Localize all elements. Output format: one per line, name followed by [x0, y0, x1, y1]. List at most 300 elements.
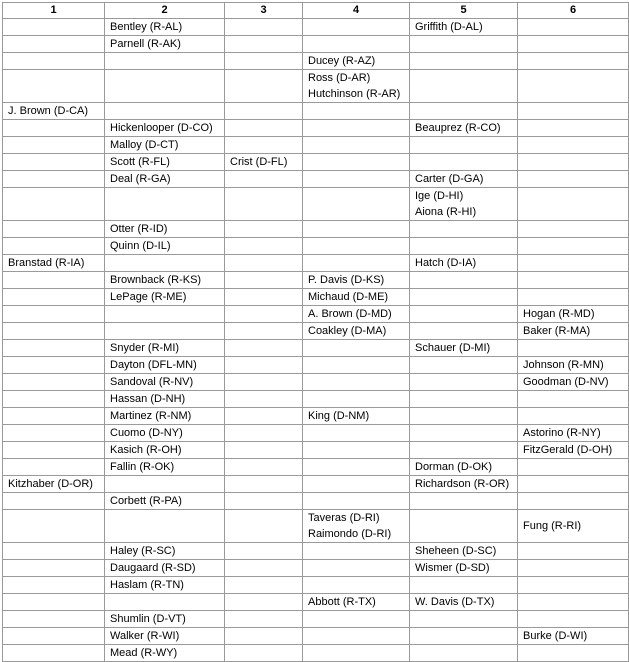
candidate-name: Quinn (D-IL)	[110, 240, 171, 252]
table-row	[3, 357, 629, 374]
table-cell	[410, 70, 518, 103]
table-cell	[518, 645, 629, 662]
table-cell	[3, 255, 105, 272]
table-cell	[3, 154, 105, 171]
table-cell	[303, 611, 410, 628]
table-cell	[105, 188, 225, 221]
table-cell	[303, 645, 410, 662]
candidate-name: Michaud (D-ME)	[308, 291, 389, 303]
candidate-name: Cuomo (D-NY)	[110, 427, 183, 439]
candidate-name: A. Brown (D-MD)	[308, 308, 392, 320]
table-cell	[225, 137, 303, 154]
table-cell	[410, 611, 518, 628]
table-cell	[225, 594, 303, 611]
table-cell	[518, 188, 629, 221]
table-cell	[410, 188, 518, 221]
table-cell	[225, 36, 303, 53]
table-row	[3, 255, 629, 272]
table-cell	[105, 357, 225, 374]
table-cell	[303, 323, 410, 340]
table-cell	[105, 70, 225, 103]
table-cell	[303, 19, 410, 36]
candidate-name: Haslam (R-TN)	[110, 579, 184, 591]
table-cell	[303, 171, 410, 188]
table-cell	[105, 154, 225, 171]
table-cell	[3, 510, 105, 543]
table-cell	[303, 628, 410, 645]
candidate-name: Beauprez (R-CO)	[415, 122, 501, 134]
candidate-name: Carter (D-GA)	[415, 173, 484, 185]
table-cell	[303, 289, 410, 306]
table-row	[3, 103, 629, 120]
table-row	[3, 221, 629, 238]
table-cell	[3, 103, 105, 120]
table-cell	[303, 510, 410, 543]
table-cell	[225, 103, 303, 120]
candidate-name: Aiona (R-HI)	[415, 206, 477, 218]
table-cell	[105, 36, 225, 53]
table-cell	[105, 476, 225, 493]
table-cell	[3, 238, 105, 255]
table-cell	[225, 53, 303, 70]
table-cell	[410, 425, 518, 442]
column-header-2: 2	[105, 3, 225, 19]
table-cell	[518, 306, 629, 323]
candidate-name: Deal (R-GA)	[110, 173, 171, 185]
header-row	[3, 3, 629, 19]
table-row	[3, 36, 629, 53]
table-cell	[410, 120, 518, 137]
table-cell	[303, 120, 410, 137]
candidate-name: Martinez (R-NM)	[110, 410, 192, 422]
table-cell	[105, 408, 225, 425]
table-row	[3, 425, 629, 442]
table-cell	[3, 425, 105, 442]
candidate-name: Hassan (D-NH)	[110, 393, 186, 405]
table-cell	[225, 493, 303, 510]
table-cell	[518, 154, 629, 171]
table-cell	[105, 611, 225, 628]
table-row	[3, 19, 629, 36]
candidate-name: Astorino (R-NY)	[523, 427, 601, 439]
table-cell	[3, 289, 105, 306]
candidate-name: Goodman (D-NV)	[523, 376, 609, 388]
table-cell	[303, 476, 410, 493]
candidate-name: Taveras (D-RI)	[308, 512, 380, 524]
table-cell	[518, 323, 629, 340]
column-header-1: 1	[3, 3, 105, 19]
candidate-name: Fallin (R-OK)	[110, 461, 175, 473]
table-cell	[303, 408, 410, 425]
table-cell	[303, 594, 410, 611]
column-header-5: 5	[410, 3, 518, 19]
table-cell	[518, 425, 629, 442]
table-cell	[410, 340, 518, 357]
table-cell	[518, 594, 629, 611]
candidate-name: Daugaard (R-SD)	[110, 562, 196, 574]
table-cell	[225, 323, 303, 340]
table-cell	[105, 120, 225, 137]
table-cell	[410, 510, 518, 543]
table-cell	[410, 154, 518, 171]
table-cell	[225, 272, 303, 289]
table-row	[3, 340, 629, 357]
table-cell	[410, 442, 518, 459]
table-cell	[3, 36, 105, 53]
table-cell	[518, 255, 629, 272]
table-cell	[3, 459, 105, 476]
table-cell	[225, 442, 303, 459]
candidate-name: Haley (R-SC)	[110, 545, 176, 557]
table-cell	[3, 374, 105, 391]
candidate-name: P. Davis (D-KS)	[308, 274, 385, 286]
candidate-name: Scott (R-FL)	[110, 156, 170, 168]
table-cell	[225, 543, 303, 560]
table-cell	[225, 340, 303, 357]
table-cell	[518, 19, 629, 36]
table-cell	[225, 255, 303, 272]
table-cell	[410, 374, 518, 391]
table-cell	[3, 408, 105, 425]
table-cell	[410, 137, 518, 154]
table-cell	[410, 53, 518, 70]
candidate-name: Raimondo (D-RI)	[308, 528, 392, 540]
table-cell	[518, 137, 629, 154]
table-cell	[105, 19, 225, 36]
table-cell	[410, 306, 518, 323]
table-row	[3, 493, 629, 510]
table-row	[3, 408, 629, 425]
table-cell	[3, 19, 105, 36]
table-cell	[3, 476, 105, 493]
candidate-name: Hickenlooper (D-CO)	[110, 122, 213, 134]
candidate-name: Brownback (R-KS)	[110, 274, 202, 286]
table-row	[3, 171, 629, 188]
table-cell	[3, 493, 105, 510]
table-cell	[303, 306, 410, 323]
candidate-name: Dayton (DFL-MN)	[110, 359, 197, 371]
table-cell	[225, 70, 303, 103]
table-cell	[410, 323, 518, 340]
table-cell	[105, 53, 225, 70]
table-row	[3, 391, 629, 408]
table-cell	[105, 543, 225, 560]
table-cell	[303, 272, 410, 289]
table-row	[3, 53, 629, 70]
table-row	[3, 560, 629, 577]
candidate-name: Hutchinson (R-AR)	[308, 88, 401, 100]
table-cell	[410, 628, 518, 645]
table-cell	[518, 560, 629, 577]
table-cell	[3, 340, 105, 357]
table-cell	[105, 577, 225, 594]
table-cell	[105, 442, 225, 459]
column-header-4: 4	[303, 3, 410, 19]
candidate-name: Johnson (R-MN)	[523, 359, 604, 371]
table-row	[3, 543, 629, 560]
table-cell	[518, 53, 629, 70]
table-cell	[225, 645, 303, 662]
table-cell	[518, 120, 629, 137]
table-row	[3, 459, 629, 476]
table-row	[3, 306, 629, 323]
candidate-name: Hatch (D-IA)	[415, 257, 477, 269]
table-cell	[3, 70, 105, 103]
table-cell	[105, 340, 225, 357]
table-cell	[410, 357, 518, 374]
table-cell	[3, 53, 105, 70]
table-cell	[105, 628, 225, 645]
table-cell	[225, 154, 303, 171]
table-cell	[410, 543, 518, 560]
candidate-name: Ross (D-AR)	[308, 72, 371, 84]
candidate-name: Shumlin (D-VT)	[110, 613, 186, 625]
table-cell	[3, 171, 105, 188]
table-cell	[3, 357, 105, 374]
table-cell	[105, 560, 225, 577]
table-cell	[518, 408, 629, 425]
table-cell	[105, 255, 225, 272]
candidate-name: Richardson (R-OR)	[415, 478, 510, 490]
table-row	[3, 442, 629, 459]
table-cell	[225, 188, 303, 221]
table-cell	[225, 238, 303, 255]
table-cell	[225, 374, 303, 391]
candidate-name: Kasich (R-OH)	[110, 444, 182, 456]
table-cell	[518, 272, 629, 289]
table-cell	[518, 221, 629, 238]
table-cell	[518, 289, 629, 306]
table-row	[3, 577, 629, 594]
table-cell	[303, 255, 410, 272]
table-cell	[410, 459, 518, 476]
table-cell	[105, 289, 225, 306]
table-cell	[410, 103, 518, 120]
table-row	[3, 238, 629, 255]
table-cell	[303, 374, 410, 391]
table-cell	[410, 408, 518, 425]
table-cell	[225, 171, 303, 188]
table-cell	[225, 120, 303, 137]
candidate-name: Snyder (R-MI)	[110, 342, 180, 354]
table-cell	[3, 306, 105, 323]
table-row	[3, 611, 629, 628]
table-cell	[303, 53, 410, 70]
table-cell	[105, 374, 225, 391]
table-cell	[518, 611, 629, 628]
column-header-3: 3	[225, 3, 303, 19]
table-row	[3, 628, 629, 645]
table-row	[3, 289, 629, 306]
table-cell	[3, 442, 105, 459]
table-cell	[518, 340, 629, 357]
table-cell	[303, 391, 410, 408]
table-row	[3, 645, 629, 662]
candidate-name: FitzGerald (D-OH)	[523, 444, 613, 456]
table-cell	[410, 272, 518, 289]
candidate-name: Griffith (D-AL)	[415, 21, 483, 33]
candidate-name: Mead (R-WY)	[110, 647, 178, 659]
table-cell	[3, 188, 105, 221]
table-cell	[410, 594, 518, 611]
table-cell	[410, 645, 518, 662]
table-cell	[518, 374, 629, 391]
table-cell	[410, 238, 518, 255]
table-cell	[105, 493, 225, 510]
table-cell	[105, 323, 225, 340]
candidate-name: Dorman (D-OK)	[415, 461, 493, 473]
column-header-6: 6	[518, 3, 629, 19]
table-cell	[3, 323, 105, 340]
candidate-name: LePage (R-ME)	[110, 291, 187, 303]
table-row	[3, 154, 629, 171]
candidate-name: Wismer (D-SD)	[415, 562, 490, 574]
table-cell	[518, 476, 629, 493]
table-cell	[303, 36, 410, 53]
candidate-name: Walker (R-WI)	[110, 630, 180, 642]
table-cell	[105, 594, 225, 611]
table-cell	[518, 577, 629, 594]
table-cell	[105, 510, 225, 543]
table-cell	[303, 238, 410, 255]
candidate-name: Ige (D-HI)	[415, 190, 464, 202]
table-cell	[225, 476, 303, 493]
table-cell	[105, 171, 225, 188]
table-cell	[410, 391, 518, 408]
table-cell	[3, 577, 105, 594]
candidate-name: Kitzhaber (D-OR)	[8, 478, 93, 490]
table-cell	[225, 408, 303, 425]
table-cell	[410, 171, 518, 188]
table-row	[3, 594, 629, 611]
table-cell	[303, 137, 410, 154]
table-cell	[410, 19, 518, 36]
table-row	[3, 188, 629, 221]
table-cell	[303, 340, 410, 357]
candidate-name: King (D-NM)	[308, 410, 370, 422]
table-row	[3, 374, 629, 391]
table-cell	[225, 306, 303, 323]
candidate-name: Malloy (D-CT)	[110, 139, 179, 151]
candidate-name: Otter (R-ID)	[110, 223, 168, 235]
table-cell	[3, 272, 105, 289]
table-cell	[225, 425, 303, 442]
table-cell	[303, 442, 410, 459]
table-cell	[105, 459, 225, 476]
table-cell	[303, 221, 410, 238]
table-cell	[410, 36, 518, 53]
table-cell	[225, 611, 303, 628]
table-cell	[303, 543, 410, 560]
table-cell	[105, 137, 225, 154]
candidate-name: Corbett (R-PA)	[110, 495, 182, 507]
table-cell	[3, 391, 105, 408]
table-cell	[303, 425, 410, 442]
table-cell	[3, 221, 105, 238]
table-cell	[225, 628, 303, 645]
candidate-name: Burke (D-WI)	[523, 630, 588, 642]
table-row	[3, 476, 629, 493]
table-cell	[518, 238, 629, 255]
table-cell	[518, 628, 629, 645]
table-cell	[303, 188, 410, 221]
table-cell	[225, 459, 303, 476]
table-cell	[518, 493, 629, 510]
table-cell	[518, 510, 629, 543]
table-body	[3, 19, 629, 662]
table-cell	[3, 628, 105, 645]
table-cell	[105, 238, 225, 255]
table-cell	[303, 103, 410, 120]
candidate-name: W. Davis (D-TX)	[415, 596, 495, 608]
table-cell	[303, 493, 410, 510]
table-cell	[518, 103, 629, 120]
table-cell	[225, 19, 303, 36]
table-cell	[105, 103, 225, 120]
table-cell	[410, 476, 518, 493]
table-cell	[105, 425, 225, 442]
table-row	[3, 137, 629, 154]
table-cell	[225, 577, 303, 594]
table-cell	[410, 493, 518, 510]
table-cell	[105, 272, 225, 289]
table-cell	[3, 645, 105, 662]
candidate-name: Sheheen (D-SC)	[415, 545, 497, 557]
table-cell	[225, 289, 303, 306]
table-cell	[518, 357, 629, 374]
table-row	[3, 510, 629, 543]
table-cell	[303, 459, 410, 476]
table-cell	[3, 560, 105, 577]
table-cell	[3, 137, 105, 154]
candidate-name: Baker (R-MA)	[523, 325, 591, 337]
table-cell	[303, 154, 410, 171]
table-cell	[225, 221, 303, 238]
table-row	[3, 70, 629, 103]
table-cell	[303, 560, 410, 577]
table-cell	[518, 391, 629, 408]
table-cell	[3, 543, 105, 560]
table-cell	[518, 442, 629, 459]
table-row	[3, 323, 629, 340]
table-cell	[410, 560, 518, 577]
table-cell	[410, 577, 518, 594]
candidate-name: J. Brown (D-CA)	[8, 105, 89, 117]
table-cell	[225, 357, 303, 374]
table-cell	[410, 221, 518, 238]
candidate-name: Ducey (R-AZ)	[308, 55, 376, 67]
table-cell	[105, 645, 225, 662]
candidates-table	[2, 2, 629, 662]
candidate-name: Abbott (R-TX)	[308, 596, 376, 608]
table-cell	[3, 611, 105, 628]
table-cell	[303, 70, 410, 103]
candidate-name: Branstad (R-IA)	[8, 257, 85, 269]
table-cell	[105, 221, 225, 238]
candidate-name: Hogan (R-MD)	[523, 308, 595, 320]
candidate-name: Bentley (R-AL)	[110, 21, 183, 33]
table-cell	[410, 255, 518, 272]
table-cell	[518, 171, 629, 188]
table-cell	[225, 510, 303, 543]
table-cell	[105, 306, 225, 323]
table-cell	[410, 289, 518, 306]
table-cell	[3, 594, 105, 611]
table-row	[3, 272, 629, 289]
table-cell	[518, 36, 629, 53]
table-cell	[105, 391, 225, 408]
table-cell	[3, 120, 105, 137]
